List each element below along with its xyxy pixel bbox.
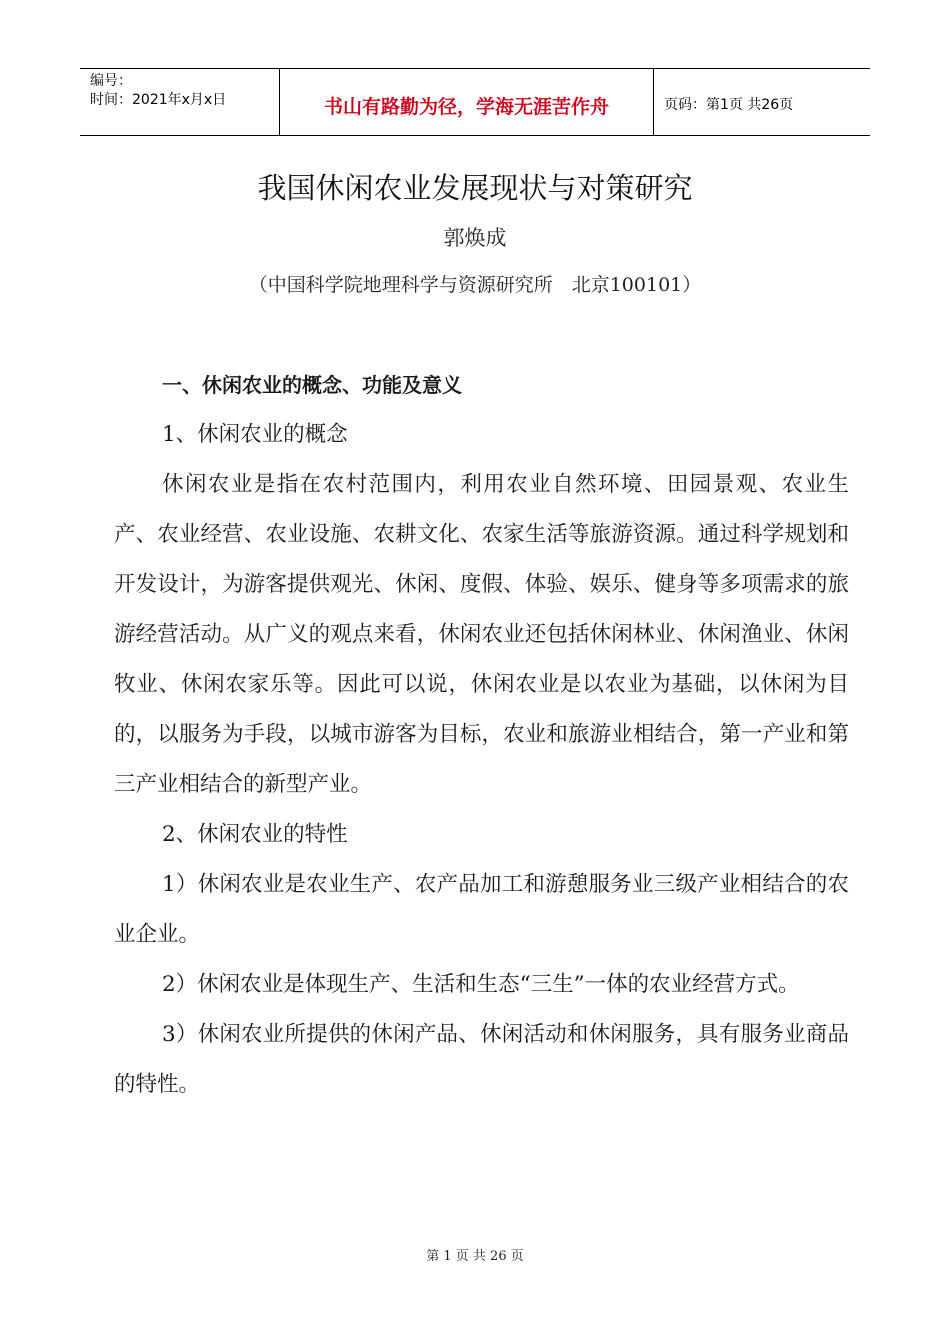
document-time-label: 时间：2021年x月x日 (90, 92, 227, 108)
subsection-heading-characteristics: 2、休闲农业的特性 (162, 822, 348, 847)
document-body (114, 362, 849, 1110)
header-page-cell (654, 69, 870, 135)
document-author: 郭焕成 (443, 226, 507, 250)
section-heading: 一、休闲农业的概念、功能及意义 (162, 373, 462, 397)
header-page-info: 页码：第1页 共26页 (664, 97, 794, 113)
header-table (80, 68, 870, 136)
header-meta-cell (80, 69, 280, 135)
document-affiliation: （中国科学院地理科学与资源研究所 北京100101） (248, 274, 702, 296)
page-footer: 第 1 页 共 26 页 (426, 1249, 524, 1264)
list-item-characteristic-3: 3）休闲农业所提供的休闲产品、休闲活动和休闲服务，具有服务业商品的特性。 (114, 1022, 849, 1097)
document-title: 我国休闲农业发展现状与对策研究 (257, 171, 693, 205)
document-number-label: 编号： (90, 73, 132, 89)
list-item-characteristic-2: 2）休闲农业是体现生产、生活和生态“三生”一体的农业经营方式。 (162, 972, 800, 997)
list-item-characteristic-1: 1）休闲农业是农业生产、农产品加工和游憩服务业三级产业相结合的农业企业。 (114, 872, 849, 947)
header-motto-cell (280, 69, 654, 135)
subsection-heading-concept: 1、休闲农业的概念 (162, 422, 348, 447)
paragraph-concept: 休闲农业是指在农村范围内，利用农业自然环境、田园景观、农业生产、农业经营、农业设施、农耕文化、农家生活等旅游资源。通过科学规划和开发设计，为游客提供观光、休闲、度假、体验、娱乐、健身等多项需求的旅游经营活动。从广义的观点来看，休闲农业还包括休闲林业、休闲渔业、休闲牧业、休闲农家乐等。因此可以说，休闲农业是以农业为基础，以休闲为目的，以服务为手段，以城市游客为目标，农业和旅游业相结合，第一产业和第三产业相结合的新型产业。 (114, 472, 849, 797)
header-motto: 书山有路勤为径，学海无涯苦作舟 (323, 95, 609, 118)
